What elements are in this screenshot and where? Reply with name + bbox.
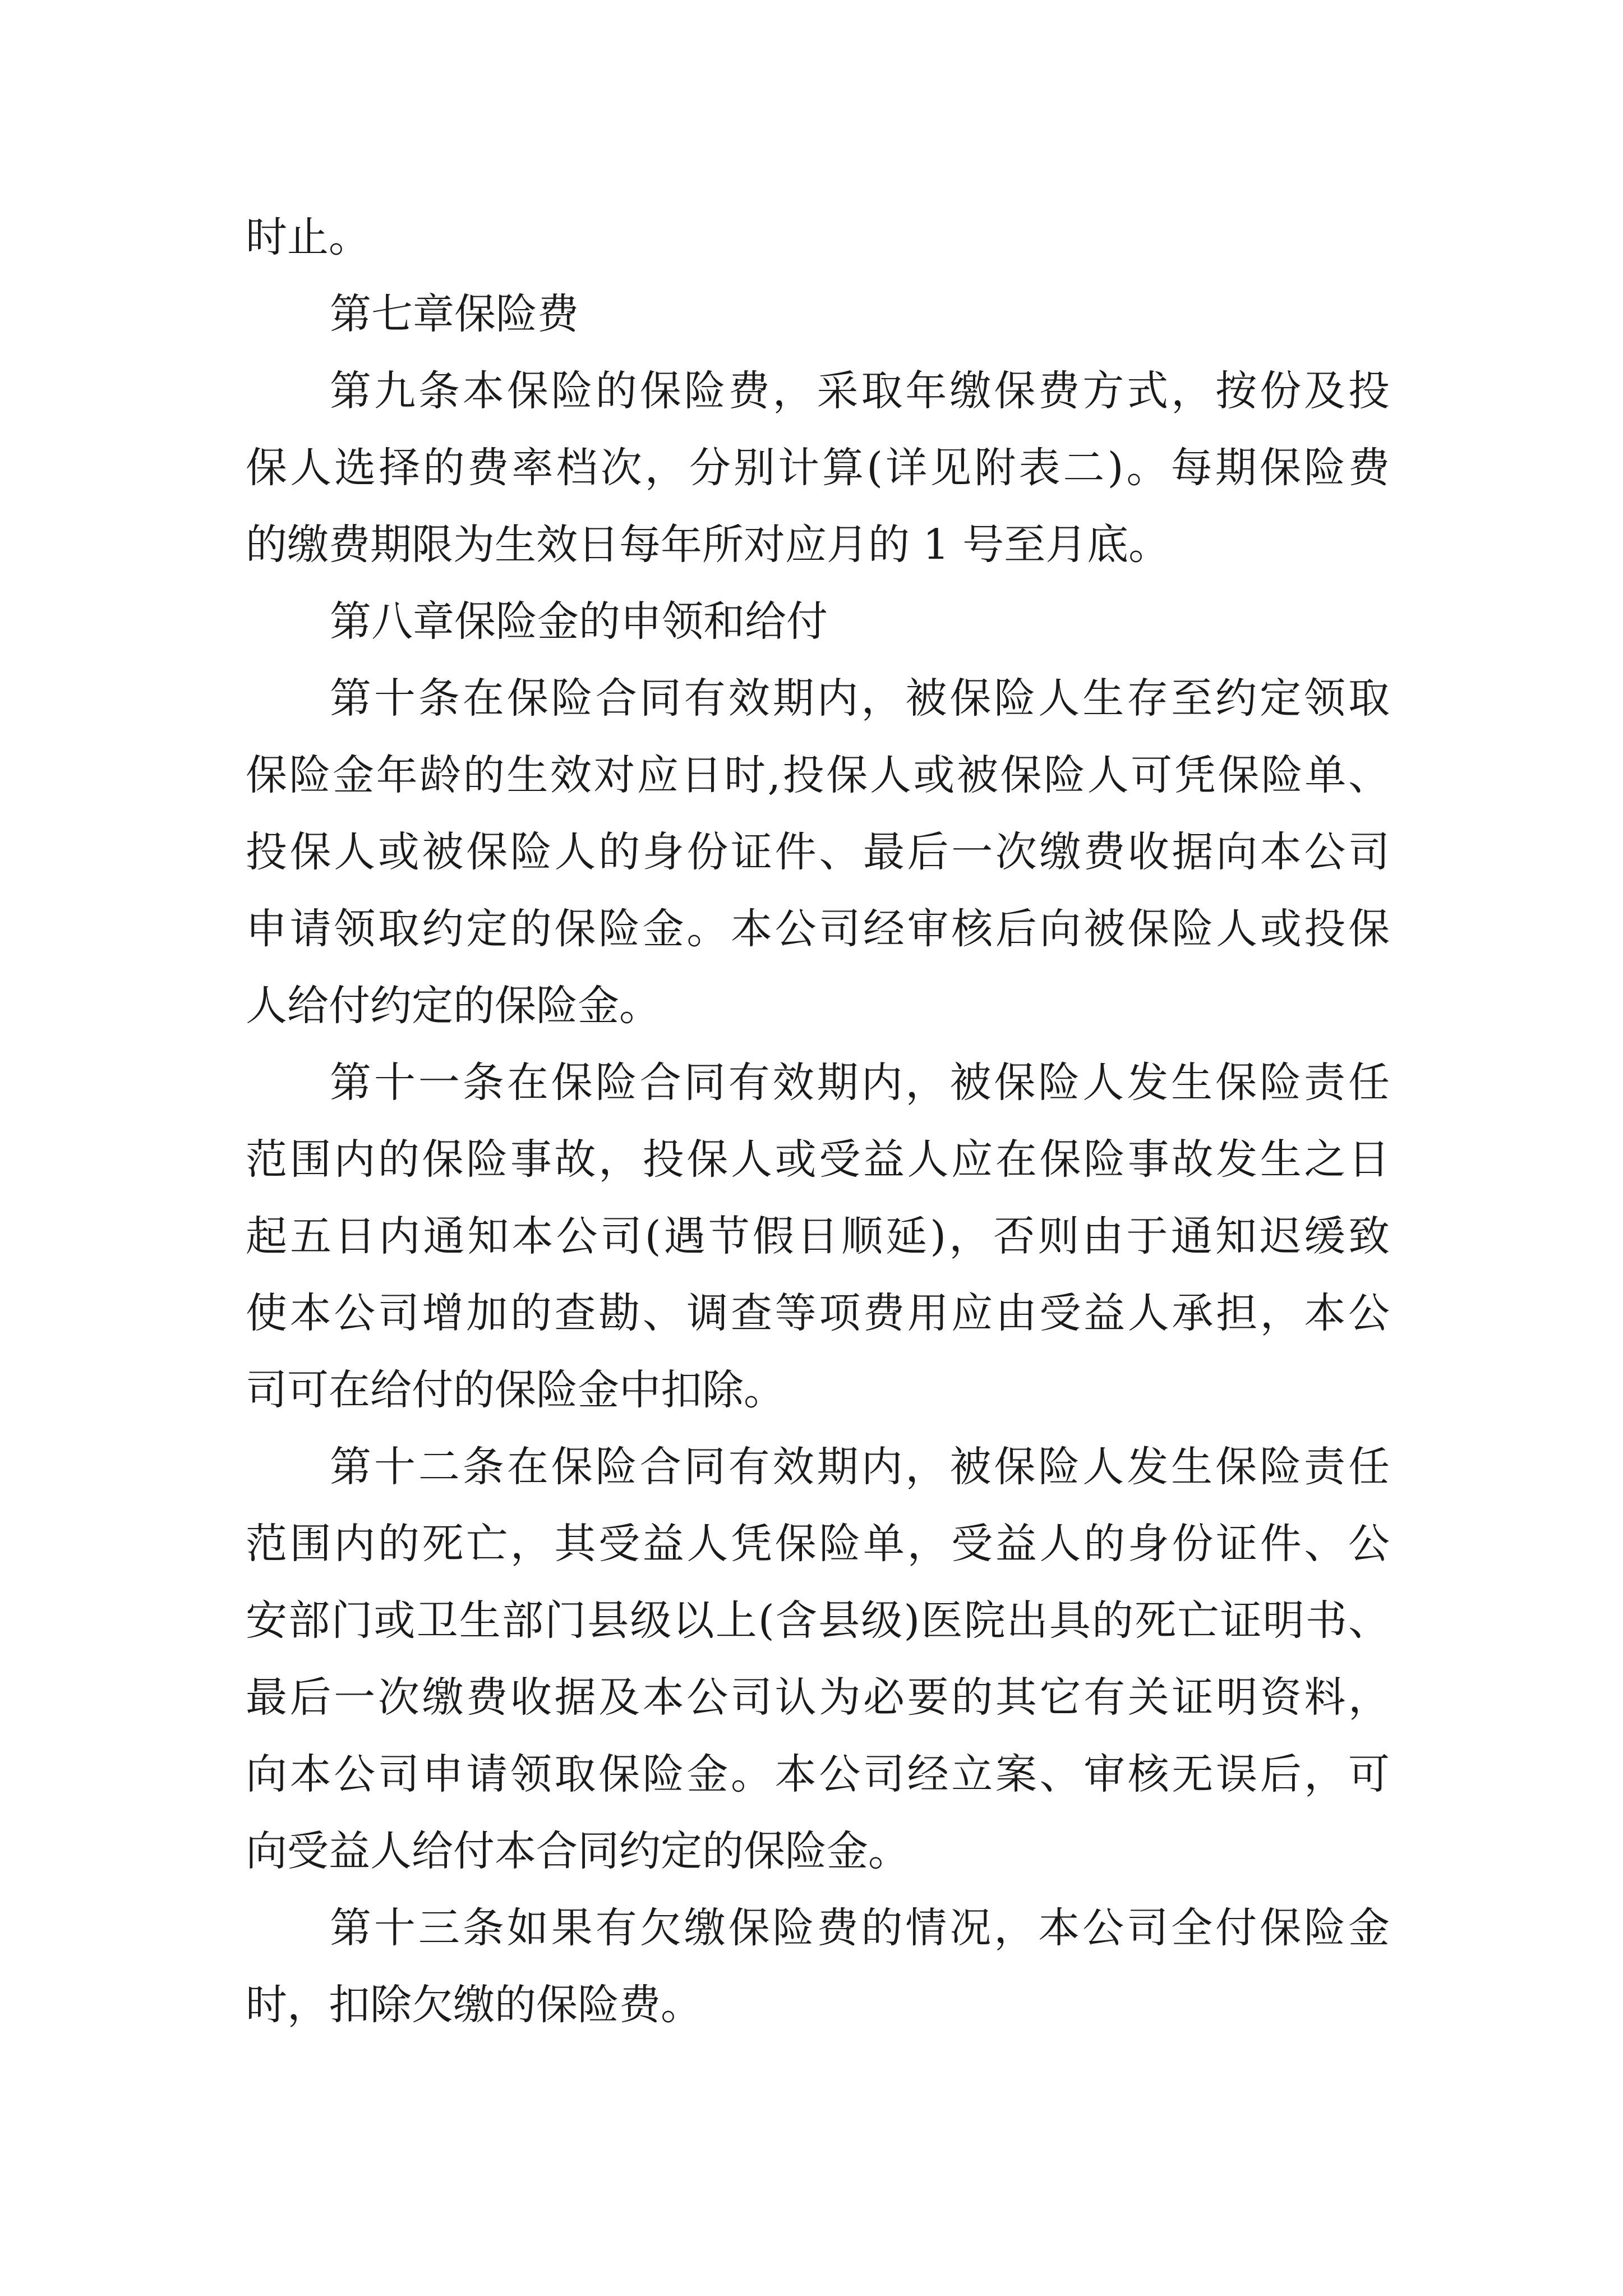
article-11 [246,1045,1390,1429]
text-line: 时，扣除欠缴的保险费。 [246,1981,702,2029]
paragraph-continuation [246,199,1390,276]
text-line: 保险金年龄的生效对应日时,投保人或被保险人可凭保险单、 [246,751,1390,799]
article-9 [246,353,1390,583]
text-line: 司可在给付的保险金中扣除。 [246,1366,785,1414]
text-line: 第十一条在保险合同有效期内，被保险人发生保险责任 [330,1059,1390,1107]
text-line: 第九条本保险的保险费，采取年缴保费方式，按份及投 [330,367,1390,415]
text-line: 范围内的死亡，其受益人凭保险单，受益人的身份证件、公 [246,1520,1390,1568]
text-line: 人给付约定的保险金。 [246,982,661,1030]
document-body [246,199,1390,2044]
chapter-heading-7 [246,276,1390,353]
text-line: 向本公司申请领取保险金。本公司经立案、审核无误后，可 [246,1750,1390,1798]
text-line: 时止。 [246,213,370,261]
text-line: 第七章保险费 [330,290,579,338]
text-line: 保人选择的费率档次，分别计算(详见附表二)。每期保险费 [246,444,1390,492]
text-line: 范围内的保险事故，投保人或受益人应在保险事故发生之日 [246,1135,1390,1184]
article-13 [246,1890,1390,2044]
text-line: 第十二条在保险合同有效期内，被保险人发生保险责任 [330,1443,1390,1491]
text-line: 使本公司增加的查勘、调查等项费用应由受益人承担，本公 [246,1289,1390,1337]
text-line: 第八章保险金的申领和给付 [330,597,828,646]
text-line: 安部门或卫生部门县级以上(含县级)医院出具的死亡证明书、 [246,1596,1390,1645]
text-line: 起五日内通知本公司(遇节假日顺延)，否则由于通知迟缓致 [246,1212,1390,1260]
text-line: 申请领取约定的保险金。本公司经审核后向被保险人或投保 [246,905,1390,953]
text-line: 第十条在保险合同有效期内，被保险人生存至约定领取 [330,674,1390,723]
text-line: 的缴费期限为生效日每年所对应月的 1 号至月底。 [246,521,1170,569]
chapter-heading-8 [246,583,1390,660]
article-12 [246,1429,1390,1890]
text-line: 向受益人给付本合同约定的保险金。 [246,1827,910,1875]
text-line: 投保人或被保险人的身份证件、最后一次缴费收据向本公司 [246,828,1390,876]
text-line: 第十三条如果有欠缴保险费的情况，本公司全付保险金 [330,1904,1390,1952]
text-line: 最后一次缴费收据及本公司认为必要的其它有关证明资料， [246,1673,1390,1722]
article-10 [246,660,1390,1045]
